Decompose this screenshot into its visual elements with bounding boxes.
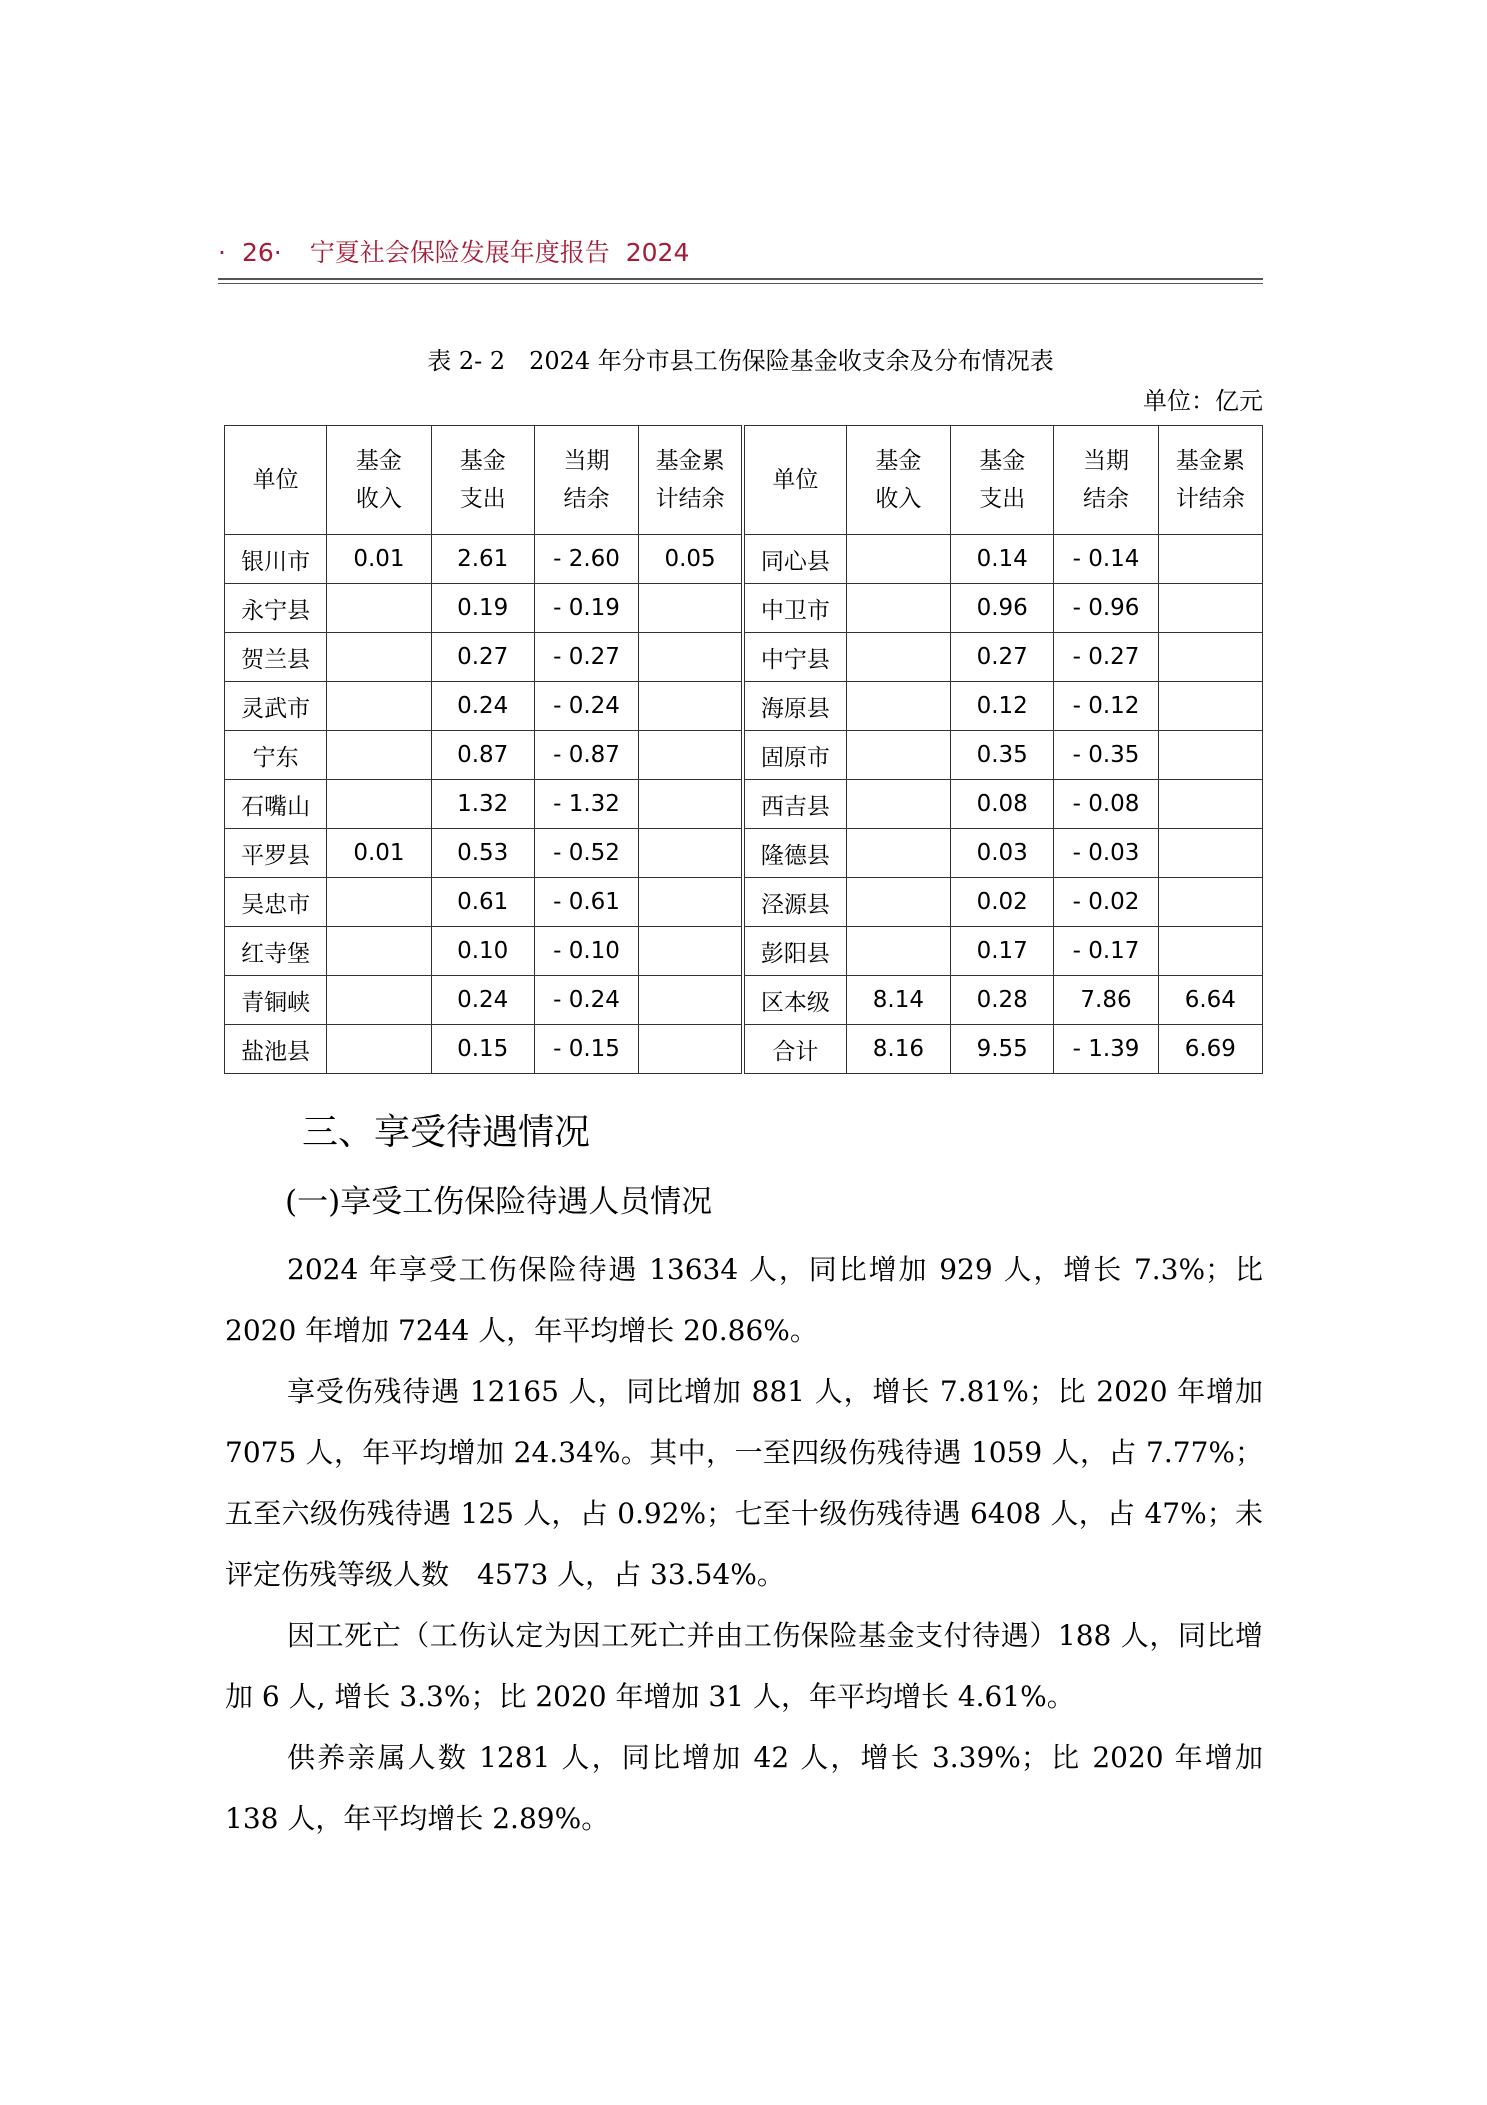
paragraph: 供养亲属人数 1281 人，同比增加 42 人，增长 3.39%；比 2020 年增加 138 人，年平均增长 2.89%。 — [225, 1741, 1263, 1835]
region-cell: 银川市 — [225, 535, 327, 584]
value-cell: - 1.39 — [1054, 1025, 1158, 1074]
value-cell: 7.86 — [1054, 976, 1158, 1025]
region-cell: 红寺堡 — [225, 927, 327, 976]
value-cell: 0.35 — [951, 731, 1054, 780]
value-cell — [639, 780, 743, 829]
table-unit: 单位：亿元 — [1143, 387, 1263, 415]
value-cell: - 0.24 — [534, 976, 638, 1025]
value-cell: 0.87 — [431, 731, 534, 780]
value-cell — [846, 633, 950, 682]
table-header-cell — [639, 426, 743, 535]
table-row — [225, 927, 1263, 976]
value-cell — [639, 731, 743, 780]
header-line: 支出 — [979, 486, 1026, 512]
value-cell — [1158, 780, 1262, 829]
header-line: 结余 — [563, 486, 610, 512]
region-cell: 青铜峡 — [225, 976, 327, 1025]
value-cell: 8.16 — [846, 1025, 950, 1074]
value-cell — [846, 829, 950, 878]
region-cell: 区本级 — [743, 976, 846, 1025]
region-cell: 永宁县 — [225, 584, 327, 633]
value-cell: 0.53 — [431, 829, 534, 878]
value-cell — [327, 780, 431, 829]
value-cell — [1158, 731, 1262, 780]
value-cell — [639, 829, 743, 878]
paragraph: 2024 年享受工伤保险待遇 13634 人，同比增加 929 人，增长 7.3%；比 2020 年增加 7244 人，年平均增长 20.86%。 — [225, 1253, 1263, 1347]
region-cell: 泾源县 — [743, 878, 846, 927]
value-cell: 0.05 — [639, 535, 743, 584]
value-cell: - 0.27 — [534, 633, 638, 682]
table-row — [225, 731, 1263, 780]
table-header-cell — [846, 426, 950, 535]
value-cell: - 0.61 — [534, 878, 638, 927]
region-cell: 吴忠市 — [225, 878, 327, 927]
value-cell: - 0.24 — [534, 682, 638, 731]
header-dot: · — [218, 238, 226, 267]
value-cell: 0.15 — [431, 1025, 534, 1074]
table-row — [225, 1025, 1263, 1074]
table-row — [225, 829, 1263, 878]
value-cell — [1158, 535, 1262, 584]
value-cell — [1158, 927, 1262, 976]
value-cell — [1158, 584, 1262, 633]
table-row — [225, 780, 1263, 829]
value-cell: - 0.15 — [534, 1025, 638, 1074]
region-cell: 盐池县 — [225, 1025, 327, 1074]
value-cell: 0.08 — [951, 780, 1054, 829]
value-cell — [846, 584, 950, 633]
value-cell: - 0.19 — [534, 584, 638, 633]
region-cell: 合计 — [743, 1025, 846, 1074]
value-cell: 0.17 — [951, 927, 1054, 976]
header-line: 计结余 — [655, 486, 725, 512]
page-header — [218, 236, 1263, 270]
value-cell — [846, 927, 950, 976]
paragraph: 享受伤残待遇 12165 人，同比增加 881 人，增长 7.81%；比 2020 年增加 7075 人，年平均增加 24.34%。其中，一至四级伤残待遇 1059 人，占 7.77%；五至六级伤残待遇 125 人，占 0.92%；七至十级伤残待遇 6408 人，占 47%；未评定伤残等级人数 4573 人，占 33.54%。 — [225, 1375, 1263, 1591]
value-cell: - 0.87 — [534, 731, 638, 780]
value-cell: 2.61 — [431, 535, 534, 584]
value-cell: 0.10 — [431, 927, 534, 976]
value-cell: 8.14 — [846, 976, 950, 1025]
region-cell: 贺兰县 — [225, 633, 327, 682]
value-cell: 6.64 — [1158, 976, 1262, 1025]
region-cell: 中宁县 — [743, 633, 846, 682]
table-header-cell — [743, 426, 846, 535]
table-row — [225, 878, 1263, 927]
value-cell: 0.19 — [431, 584, 534, 633]
region-cell: 宁东 — [225, 731, 327, 780]
value-cell: - 0.17 — [1054, 927, 1158, 976]
page-number: 26· — [241, 238, 282, 267]
value-cell — [327, 976, 431, 1025]
header-line: 基金 — [979, 448, 1026, 474]
value-cell: 0.02 — [951, 878, 1054, 927]
value-cell: - 0.35 — [1054, 731, 1158, 780]
table-header-cell — [951, 426, 1054, 535]
header-line: 收入 — [875, 486, 922, 512]
table-row — [225, 976, 1263, 1025]
value-cell — [639, 1025, 743, 1074]
value-cell: 0.01 — [327, 829, 431, 878]
region-cell: 西吉县 — [743, 780, 846, 829]
table-header-cell — [1054, 426, 1158, 535]
value-cell: - 0.27 — [1054, 633, 1158, 682]
value-cell — [327, 927, 431, 976]
value-cell — [846, 878, 950, 927]
value-cell: 0.28 — [951, 976, 1054, 1025]
value-cell: 0.96 — [951, 584, 1054, 633]
value-cell — [639, 927, 743, 976]
value-cell: 6.69 — [1158, 1025, 1262, 1074]
table-header-cell — [534, 426, 638, 535]
table-row — [225, 633, 1263, 682]
value-cell — [327, 731, 431, 780]
value-cell — [846, 731, 950, 780]
table-row — [225, 535, 1263, 584]
value-cell: - 0.96 — [1054, 584, 1158, 633]
header-line: 当期 — [563, 448, 610, 474]
value-cell: 0.24 — [431, 682, 534, 731]
table-header-row — [225, 426, 1263, 535]
value-cell — [327, 633, 431, 682]
value-cell: - 0.02 — [1054, 878, 1158, 927]
value-cell: 0.12 — [951, 682, 1054, 731]
header-line: 收入 — [355, 486, 402, 512]
subsection-title: (一)享受工伤保险待遇人员情况 — [285, 1184, 713, 1220]
region-cell: 中卫市 — [743, 584, 846, 633]
value-cell — [327, 682, 431, 731]
value-cell: 9.55 — [951, 1025, 1054, 1074]
header-line: 结余 — [1083, 486, 1129, 512]
table-row — [225, 682, 1263, 731]
fund-table — [224, 425, 1263, 1074]
value-cell: 0.24 — [431, 976, 534, 1025]
header-line: 单位 — [252, 467, 299, 493]
value-cell: 0.27 — [951, 633, 1054, 682]
value-cell — [1158, 633, 1262, 682]
value-cell — [639, 584, 743, 633]
region-cell: 石嘴山 — [225, 780, 327, 829]
header-line: 基金累 — [1175, 448, 1245, 474]
table-header-cell — [1158, 426, 1262, 535]
value-cell: - 0.52 — [534, 829, 638, 878]
header-rule — [218, 278, 1263, 280]
value-cell — [639, 682, 743, 731]
value-cell — [639, 976, 743, 1025]
table-row — [225, 584, 1263, 633]
region-cell: 平罗县 — [225, 829, 327, 878]
paragraph: 因工死亡（工伤认定为因工死亡并由工伤保险基金支付待遇）188 人，同比增加 6 人, 增长 3.3%；比 2020 年增加 31 人，年平均增长 4.61%。 — [225, 1619, 1263, 1713]
region-cell: 彭阳县 — [743, 927, 846, 976]
value-cell — [327, 1025, 431, 1074]
value-cell: - 0.08 — [1054, 780, 1158, 829]
value-cell — [1158, 878, 1262, 927]
table-caption: 表 2- 2 2024 年分市县工伤保险基金收支余及分布情况表 — [427, 347, 1054, 375]
table-header-cell — [431, 426, 534, 535]
report-title: 宁夏社会保险发展年度报告 — [309, 238, 610, 267]
region-cell: 固原市 — [743, 731, 846, 780]
header-line: 基金 — [875, 448, 922, 474]
header-line: 单位 — [772, 467, 819, 493]
value-cell — [327, 584, 431, 633]
value-cell — [846, 682, 950, 731]
section-title: 三、享受待遇情况 — [302, 1112, 591, 1153]
value-cell: 1.32 — [431, 780, 534, 829]
value-cell — [1158, 682, 1262, 731]
header-rule-thin — [218, 283, 1263, 284]
value-cell — [1158, 829, 1262, 878]
header-line: 基金 — [355, 448, 402, 474]
report-year: 2024 — [625, 238, 690, 267]
header-line: 支出 — [459, 486, 506, 512]
value-cell — [327, 878, 431, 927]
header-line: 基金累 — [655, 448, 725, 474]
region-cell: 灵武市 — [225, 682, 327, 731]
table-header-cell — [225, 426, 327, 535]
value-cell: - 0.14 — [1054, 535, 1158, 584]
value-cell — [639, 633, 743, 682]
value-cell: 0.03 — [951, 829, 1054, 878]
value-cell: - 0.10 — [534, 927, 638, 976]
value-cell — [639, 878, 743, 927]
header-line: 当期 — [1083, 448, 1129, 474]
value-cell: - 0.03 — [1054, 829, 1158, 878]
table-header-cell — [327, 426, 431, 535]
region-cell: 隆德县 — [743, 829, 846, 878]
region-cell: 同心县 — [743, 535, 846, 584]
value-cell — [846, 535, 950, 584]
value-cell: 0.14 — [951, 535, 1054, 584]
value-cell: - 2.60 — [534, 535, 638, 584]
region-cell: 海原县 — [743, 682, 846, 731]
value-cell: - 0.12 — [1054, 682, 1158, 731]
value-cell — [846, 780, 950, 829]
header-line: 计结余 — [1175, 486, 1245, 512]
value-cell: - 1.32 — [534, 780, 638, 829]
value-cell: 0.27 — [431, 633, 534, 682]
value-cell: 0.61 — [431, 878, 534, 927]
header-line: 基金 — [459, 448, 506, 474]
value-cell: 0.01 — [327, 535, 431, 584]
